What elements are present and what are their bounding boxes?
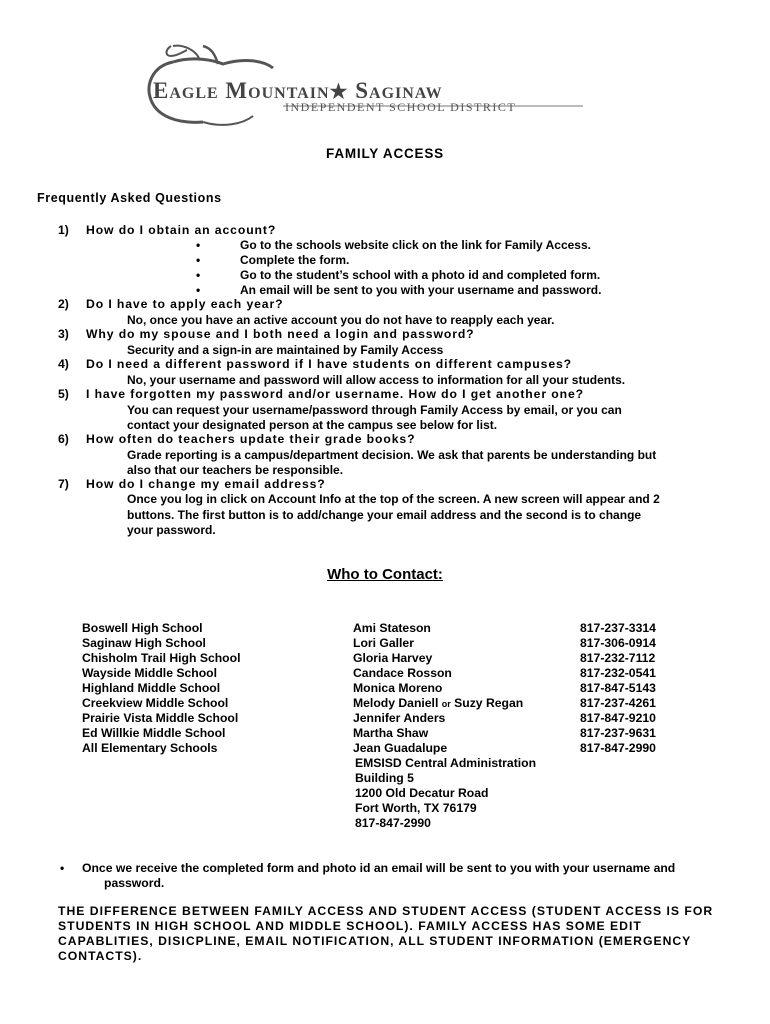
admin-line: Fort Worth, TX 76179 [355, 801, 477, 815]
logo-main-text: Eagle Mountain★ Saginaw [153, 78, 443, 103]
faq-heading: Frequently Asked Questions [37, 191, 222, 205]
note-text-continued: password. [104, 876, 165, 890]
contact-person: Gloria Harvey [353, 651, 433, 665]
contact-person: Lori Galler [353, 636, 414, 650]
logo-sub-text: INDEPENDENT SCHOOL DISTRICT [285, 100, 517, 114]
final-note: THE DIFFERENCE BETWEEN FAMILY ACCESS AND STUDENT ACCESS (STUDENT ACCESS IS FOR STUDENTS IN HIGH SCHOOL AND MIDDLE SCHOOL). FAMILY ACCESS HAS SOME EDIT CAPABLITIES, DISICPLINE, EMAIL NOTIFICATION, ALL STUDENT INFORMATION (EMERGENCY CONTACTS). [58, 904, 714, 963]
faq-number: 3) [58, 327, 69, 341]
faq-number: 4) [58, 357, 69, 371]
faq-bullet: An email will be sent to you with your username and password. [240, 283, 602, 297]
contact-phone: 817-847-9210 [580, 711, 656, 725]
faq-question: Do I have to apply each year? [86, 297, 284, 311]
faq-number: 7) [58, 477, 69, 491]
faq-answer: Grade reporting is a campus/department decision. We ask that parents be understanding but [127, 448, 657, 462]
contact-phone: 817-232-0541 [580, 666, 656, 680]
contact-person: Candace Rosson [353, 666, 452, 680]
contact-school: Highland Middle School [82, 681, 221, 695]
contact-phone: 817-306-0914 [580, 636, 656, 650]
faq-question: Why do my spouse and I both need a login and password? [86, 327, 475, 341]
contact-school: Creekview Middle School [82, 696, 229, 710]
faq-answer: No, your username and password will allow access to information for all your students. [127, 373, 626, 387]
contact-phone: 817-237-9631 [580, 726, 656, 740]
page-title: FAMILY ACCESS [326, 146, 444, 161]
contact-heading: Who to Contact: [327, 566, 443, 583]
contact-person: Ami Stateson [353, 621, 431, 635]
contact-person: Jean Guadalupe [353, 741, 448, 755]
contact-school: Saginaw High School [82, 636, 206, 650]
admin-line: EMSISD Central Administration [355, 756, 537, 770]
contact-phone: 817-237-4261 [580, 696, 656, 710]
faq-answer: also that our teachers be responsible. [127, 463, 344, 477]
contact-phone: 817-847-5143 [580, 681, 656, 695]
faq-bullet: Go to the schools website click on the link for Family Access. [240, 238, 591, 252]
bullet-icon: • [196, 253, 201, 267]
faq-answer: your password. [127, 523, 216, 537]
contact-person: Melody Daniell or Suzy Regan [353, 696, 524, 710]
faq-question: How do I change my email address? [86, 477, 326, 491]
faq-number: 1) [58, 223, 69, 237]
faq-bullet: Go to the student’s school with a photo id and completed form. [240, 268, 601, 282]
contact-school: Boswell High School [82, 621, 203, 635]
faq-answer: You can request your username/password through Family Access by email, or you can [127, 403, 622, 417]
bullet-icon: • [60, 861, 65, 875]
contact-person: Jennifer Anders [353, 711, 446, 725]
star-icon: ★ [329, 81, 349, 103]
bullet-icon: • [196, 268, 201, 282]
admin-line: Building 5 [355, 771, 414, 785]
faq-question: I have forgotten my password and/or username. How do I get another one? [86, 387, 584, 401]
bullet-icon: • [196, 283, 201, 297]
contact-phone: 817-237-3314 [580, 621, 656, 635]
faq-question: Do I need a different password if I have students on different campuses? [86, 357, 573, 371]
faq-bullet: Complete the form. [240, 253, 350, 267]
faq-answer: Security and a sign-in are maintained by Family Access [127, 343, 444, 357]
bullet-icon: • [196, 238, 201, 252]
contact-school: Wayside Middle School [82, 666, 217, 680]
contact-phone: 817-847-2990 [580, 741, 656, 755]
contact-phone: 817-232-7112 [580, 651, 656, 665]
district-logo [143, 44, 593, 134]
faq-number: 6) [58, 432, 69, 446]
contact-person: Monica Moreno [353, 681, 443, 695]
admin-line: 817-847-2990 [355, 816, 431, 830]
contact-school: Chisholm Trail High School [82, 651, 241, 665]
note-text: Once we receive the completed form and photo id an email will be sent to you with your username and [82, 861, 676, 875]
contact-school: Ed Willkie Middle School [82, 726, 226, 740]
contact-person: Martha Shaw [353, 726, 429, 740]
faq-number: 5) [58, 387, 69, 401]
faq-answer: Once you log in click on Account Info at the top of the screen. A new screen will appear and 2 [127, 492, 660, 506]
faq-question: How do I obtain an account? [86, 223, 277, 237]
admin-line: 1200 Old Decatur Road [355, 786, 489, 800]
faq-answer: buttons. The first button is to add/change your email address and the second is to change [127, 508, 642, 522]
faq-answer: contact your designated person at the campus see below for list. [127, 418, 498, 432]
faq-number: 2) [58, 297, 69, 311]
faq-question: How often do teachers update their grade books? [86, 432, 416, 446]
contact-school: Prairie Vista Middle School [82, 711, 239, 725]
faq-answer: No, once you have an active account you do not have to reapply each year. [127, 313, 555, 327]
contact-school: All Elementary Schools [82, 741, 218, 755]
